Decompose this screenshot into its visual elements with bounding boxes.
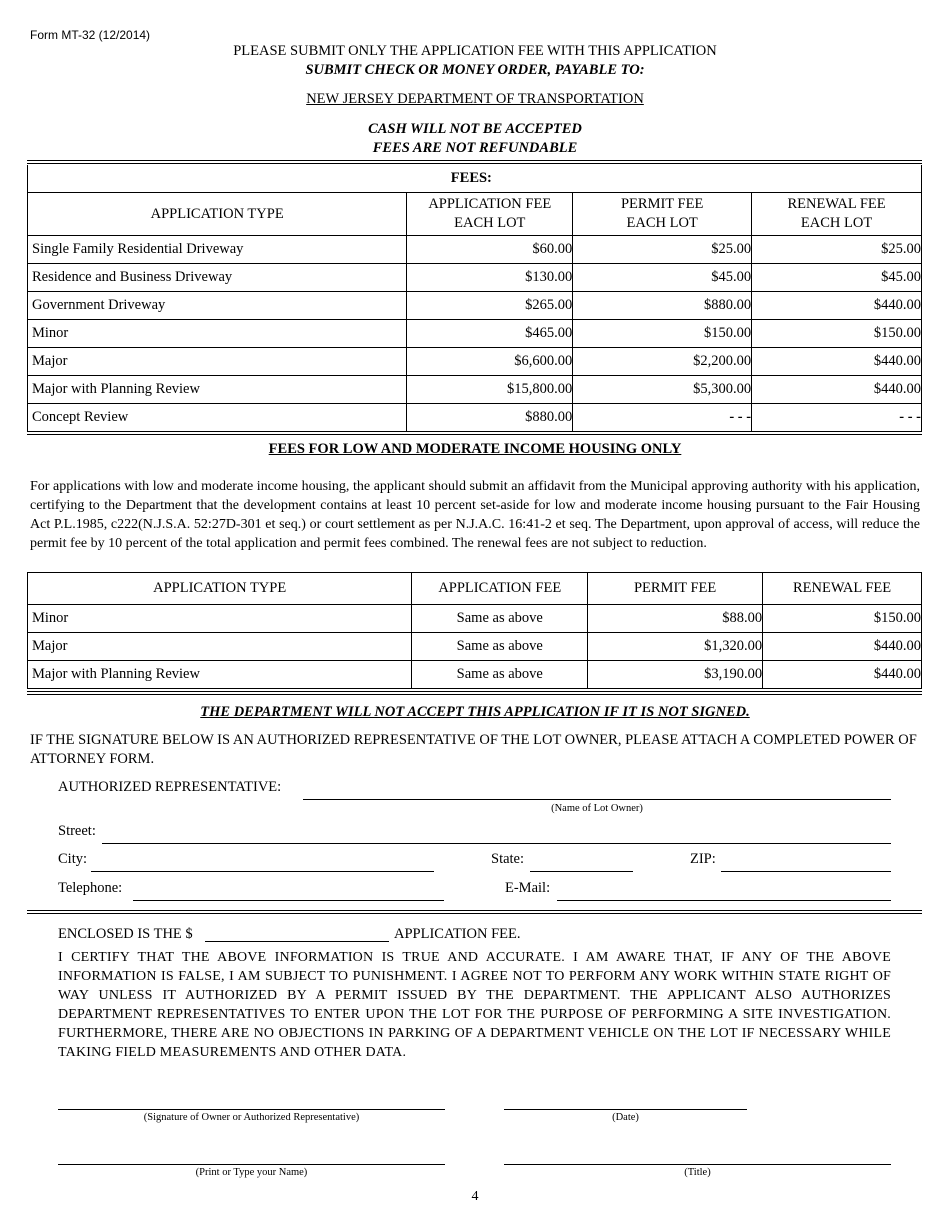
row-permit-fee: $150.00: [573, 320, 752, 348]
row-app-fee: Same as above: [412, 661, 588, 689]
authorized-rep-input[interactable]: [303, 799, 891, 800]
print-name-caption: (Print or Type your Name): [195, 1167, 308, 1178]
authorized-rep-label: AUTHORIZED REPRESENTATIVE:: [58, 779, 282, 795]
row-app-fee: $880.00: [407, 404, 573, 432]
row-type: Single Family Residential Driveway: [28, 236, 407, 264]
refund-notice: FEES ARE NOT REFUNDABLE: [372, 140, 578, 156]
title-caption: (Title): [684, 1167, 711, 1178]
authorized-rep-caption: (Name of Lot Owner): [551, 803, 643, 814]
cash-notice: CASH WILL NOT BE ACCEPTED: [368, 121, 582, 137]
fees-table: [27, 165, 922, 432]
zip-input[interactable]: [721, 871, 891, 872]
row-type: Government Driveway: [28, 292, 407, 320]
table-row: [28, 236, 922, 264]
row-renewal-fee: $440.00: [763, 633, 922, 661]
table-row: [28, 633, 922, 661]
col-header-permit-fee: PERMIT FEE EACH LOT: [573, 193, 752, 236]
low-income-paragraph: For applications with low and moderate income housing, the applicant should submit an affidavit from the Municipal approving authority with his application, certifying to the Department that the development contains at least 10 percent set-aside for low and moderate income housing pursuant to the Fair Housing Act P.L.1985, c222(N.J.S.A. 52:27D-301 et seq.) or court settlement as per N.J.A.C. 16:41-2 et seq. The Department, upon approval of access, will reduce the permit fee by 10 percent of the total application and permit fees combined. The renewal fees are not subject to reduction.: [30, 479, 920, 551]
signature-input[interactable]: [58, 1109, 445, 1110]
row-app-fee: $130.00: [407, 264, 573, 292]
col-header-renewal-fee: RENEWAL FEE: [763, 573, 922, 605]
row-permit-fee: $5,300.00: [573, 376, 752, 404]
row-app-fee: $6,600.00: [407, 348, 573, 376]
submit-fee-notice: PLEASE SUBMIT ONLY THE APPLICATION FEE WITH THIS APPLICATION: [233, 43, 717, 59]
table-row: [28, 376, 922, 404]
col-header-type: APPLICATION TYPE: [28, 573, 412, 605]
row-app-fee: $60.00: [407, 236, 573, 264]
email-input[interactable]: [557, 900, 891, 901]
date-input[interactable]: [504, 1109, 747, 1110]
section-divider: [27, 160, 922, 164]
state-label: State:: [491, 851, 525, 867]
section-divider: [27, 691, 922, 695]
col-header-permit-fee: PERMIT FEE: [588, 573, 763, 605]
enclosed-suffix: APPLICATION FEE.: [394, 926, 521, 942]
row-renewal-fee: $150.00: [752, 320, 922, 348]
row-app-fee: Same as above: [412, 605, 588, 633]
table-row: [28, 605, 922, 633]
zip-label: ZIP:: [690, 851, 716, 867]
table-row: [28, 292, 922, 320]
row-type: Concept Review: [28, 404, 407, 432]
city-label: City:: [58, 851, 88, 867]
col-header-renewal-fee: RENEWAL FEE EACH LOT: [752, 193, 922, 236]
payable-to-notice: SUBMIT CHECK OR MONEY ORDER, PAYABLE TO:: [305, 62, 645, 78]
form-id: Form MT-32 (12/2014): [30, 28, 151, 42]
telephone-input[interactable]: [133, 900, 444, 901]
row-renewal-fee: $440.00: [752, 376, 922, 404]
row-app-fee: Same as above: [412, 633, 588, 661]
row-type: Minor: [28, 320, 407, 348]
table-row: [28, 348, 922, 376]
row-renewal-fee: $440.00: [752, 348, 922, 376]
city-input[interactable]: [91, 871, 434, 872]
title-input[interactable]: [504, 1164, 891, 1165]
row-type: Minor: [28, 605, 412, 633]
row-permit-fee: $88.00: [588, 605, 763, 633]
table-row: [28, 661, 922, 689]
signature-caption: (Signature of Owner or Authorized Representative): [143, 1112, 360, 1123]
section-divider: [27, 431, 922, 435]
power-of-attorney-notice: IF THE SIGNATURE BELOW IS AN AUTHORIZED REPRESENTATIVE OF THE LOT OWNER, PLEASE ATTACH A COMPLETED POWER OF ATTORNEY FORM.: [30, 732, 917, 767]
col-header-app-fee: APPLICATION FEE EACH LOT: [407, 193, 573, 236]
page-number: 4: [471, 1189, 479, 1204]
row-permit-fee: $3,190.00: [588, 661, 763, 689]
enclosed-amount-input[interactable]: [205, 941, 389, 942]
row-app-fee: $265.00: [407, 292, 573, 320]
row-permit-fee: $880.00: [573, 292, 752, 320]
row-permit-fee: $45.00: [573, 264, 752, 292]
row-renewal-fee: $440.00: [752, 292, 922, 320]
row-type: Residence and Business Driveway: [28, 264, 407, 292]
row-app-fee: $465.00: [407, 320, 573, 348]
table-row: [28, 320, 922, 348]
telephone-label: Telephone:: [58, 880, 123, 896]
row-permit-fee: $2,200.00: [573, 348, 752, 376]
signature-required-notice: THE DEPARTMENT WILL NOT ACCEPT THIS APPLICATION IF IT IS NOT SIGNED.: [200, 704, 750, 720]
row-renewal-fee: $150.00: [763, 605, 922, 633]
print-name-input[interactable]: [58, 1164, 445, 1165]
row-renewal-fee: $440.00: [763, 661, 922, 689]
street-input[interactable]: [102, 843, 891, 844]
payee-name: NEW JERSEY DEPARTMENT OF TRANSPORTATION: [306, 91, 644, 107]
row-type: Major with Planning Review: [28, 661, 412, 689]
row-type: Major: [28, 633, 412, 661]
fees-label: FEES:: [450, 170, 492, 186]
section-divider: [27, 910, 922, 914]
row-app-fee: $15,800.00: [407, 376, 573, 404]
state-input[interactable]: [530, 871, 633, 872]
row-permit-fee: $1,320.00: [588, 633, 763, 661]
email-label: E-Mail:: [505, 880, 551, 896]
street-label: Street:: [58, 823, 96, 839]
row-permit-fee: - - -: [573, 404, 752, 432]
certification-statement: I CERTIFY THAT THE ABOVE INFORMATION IS TRUE AND ACCURATE. I AM AWARE THAT, IF ANY OF THE ABOVE INFORMATION IS FALSE, I AM SUBJECT TO PUNISHMENT. I AGREE NOT TO PERFORM ANY WORK WITHIN STATE RIGHT OF WAY UNLESS IT AUTHORIZED BY A PERMIT ISSUED BY THE DEPARTMENT. THE APPLICANT ALSO AUTHORIZES DEPARTMENT REPRESENTATIVES TO ENTER UPON THE LOT FOR THE PURPOSE OF PERFORMING A SITE INVESTIGATION. FURTHERMORE, THERE ARE NO OBJECTIONS IN PARKING OF A DEPARTMENT VEHICLE ON THE LOT IF NECESSARY WHILE TAKING FIELD MEASUREMENTS AND OTHER DATA.: [58, 950, 891, 1060]
enclosed-prefix: ENCLOSED IS THE $: [58, 926, 193, 942]
col-header-app-fee: APPLICATION FEE: [412, 573, 588, 605]
low-income-title: FEES FOR LOW AND MODERATE INCOME HOUSING ONLY: [268, 441, 682, 457]
low-income-table: [27, 572, 922, 689]
row-type: Major with Planning Review: [28, 376, 407, 404]
row-type: Major: [28, 348, 407, 376]
date-caption: (Date): [612, 1112, 639, 1123]
row-renewal-fee: - - -: [752, 404, 922, 432]
row-renewal-fee: $45.00: [752, 264, 922, 292]
row-permit-fee: $25.00: [573, 236, 752, 264]
col-header-type: APPLICATION TYPE: [28, 193, 407, 236]
row-renewal-fee: $25.00: [752, 236, 922, 264]
table-row: [28, 404, 922, 432]
table-row: [28, 264, 922, 292]
